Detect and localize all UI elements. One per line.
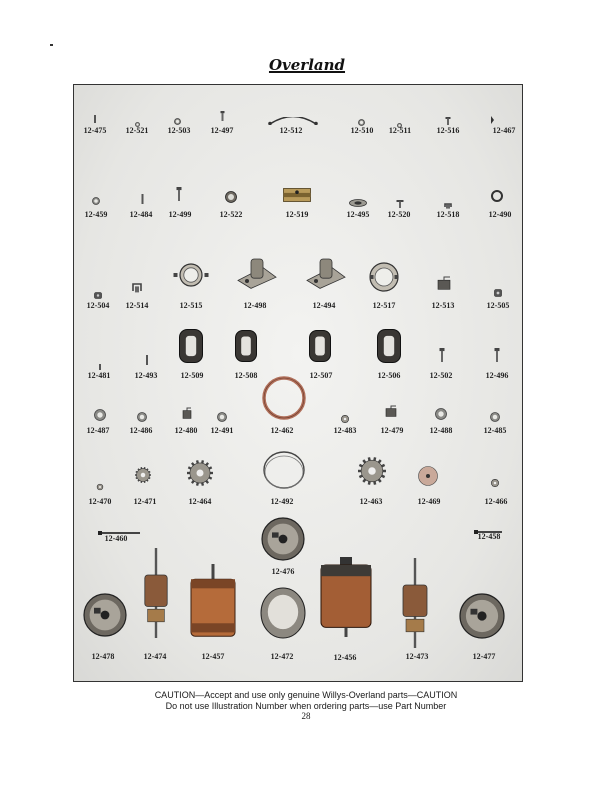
part-number-label: 12-503 bbox=[167, 126, 191, 135]
rod-icon bbox=[474, 521, 502, 525]
brush-holder-plate-icon bbox=[173, 263, 209, 287]
part-number-label: 12-522 bbox=[219, 210, 243, 219]
instruction-line: Do not use Illustration Number when ordering parts—use Part Number bbox=[165, 701, 447, 711]
part-number-label: 12-515 bbox=[179, 301, 203, 310]
part-number-label: 12-509 bbox=[180, 371, 204, 380]
part-number-label: 12-474 bbox=[143, 652, 167, 661]
end-plate-icon bbox=[83, 591, 127, 639]
washer-icon bbox=[92, 192, 100, 200]
part-number-label: 12-475 bbox=[83, 126, 107, 135]
part-number-label: 12-505 bbox=[486, 301, 510, 310]
part-number-label: 12-519 bbox=[285, 210, 309, 219]
washer-icon bbox=[217, 409, 227, 419]
screw-icon bbox=[396, 195, 404, 203]
wire-lead-icon bbox=[268, 112, 318, 120]
part-number-label: 12-511 bbox=[388, 126, 412, 135]
part-number-label: 12-518 bbox=[436, 210, 460, 219]
gear-icon bbox=[134, 466, 152, 484]
part-number-label: 12-470 bbox=[88, 497, 112, 506]
screw-icon bbox=[439, 348, 445, 362]
part-number-label: 12-485 bbox=[483, 426, 507, 435]
gear-icon bbox=[357, 456, 387, 486]
part-number-label: 12-487 bbox=[86, 426, 110, 435]
part-number-label: 12-491 bbox=[210, 426, 234, 435]
brush-icon bbox=[182, 406, 192, 418]
pin-icon bbox=[93, 110, 97, 118]
part-number-label: 12-457 bbox=[201, 652, 225, 661]
washer-icon bbox=[397, 115, 402, 120]
part-number-label: 12-514 bbox=[125, 301, 149, 310]
key-icon bbox=[490, 111, 495, 119]
disc-icon bbox=[418, 466, 438, 486]
part-number-label: 12-466 bbox=[484, 497, 508, 506]
part-number-label: 12-460 bbox=[104, 534, 128, 543]
caution-line: CAUTION—Accept and use only genuine Willys-Overland parts—CAUTION bbox=[154, 690, 458, 700]
bearing-housing-icon bbox=[237, 258, 277, 290]
page-number: 28 bbox=[301, 711, 311, 721]
part-number-label: 12-493 bbox=[134, 371, 158, 380]
part-number-label: 12-517 bbox=[372, 301, 396, 310]
part-number-label: 12-502 bbox=[429, 371, 453, 380]
part-number-label: 12-508 bbox=[234, 371, 258, 380]
part-number-label: 12-498 bbox=[243, 301, 267, 310]
bracket-icon bbox=[283, 188, 311, 202]
part-number-label: 12-496 bbox=[485, 371, 509, 380]
parts-illustration-plate bbox=[73, 84, 523, 682]
pin-icon bbox=[98, 357, 102, 363]
nut-icon bbox=[94, 286, 102, 293]
brush-icon bbox=[437, 276, 451, 290]
part-number-label: 12-516 bbox=[436, 126, 460, 135]
part-number-label: 12-463 bbox=[359, 497, 383, 506]
part-number-label: 12-504 bbox=[86, 301, 110, 310]
washer-icon bbox=[94, 408, 106, 420]
part-number-label: 12-513 bbox=[431, 301, 455, 310]
pin-icon bbox=[145, 352, 149, 362]
washer-icon bbox=[490, 409, 500, 419]
part-number-label: 12-484 bbox=[129, 210, 153, 219]
overland-logo: Overland bbox=[268, 56, 346, 74]
screw-icon bbox=[494, 348, 500, 362]
rod-icon bbox=[98, 522, 140, 526]
field-coil-icon bbox=[178, 328, 204, 364]
part-number-label: 12-459 bbox=[84, 210, 108, 219]
part-number-label: 12-494 bbox=[312, 301, 336, 310]
ring-icon bbox=[491, 189, 503, 201]
washer-icon bbox=[135, 114, 140, 119]
gasket-ring-icon bbox=[262, 376, 306, 420]
washer-icon bbox=[358, 113, 365, 120]
part-number-label: 12-499 bbox=[168, 210, 192, 219]
part-number-label: 12-507 bbox=[309, 371, 333, 380]
band-icon bbox=[263, 451, 305, 489]
part-number-label: 12-467 bbox=[492, 126, 516, 135]
part-number-label: 12-483 bbox=[333, 426, 357, 435]
field-coil-icon bbox=[308, 329, 332, 363]
part-number-label: 12-477 bbox=[472, 652, 496, 661]
screw-icon bbox=[445, 112, 451, 120]
brush-icon bbox=[385, 404, 397, 416]
part-number-label: 12-490 bbox=[488, 210, 512, 219]
washer-icon bbox=[137, 409, 147, 419]
field-coil-icon bbox=[376, 328, 402, 364]
part-number-label: 12-464 bbox=[188, 497, 212, 506]
end-plate-icon bbox=[261, 517, 305, 561]
part-number-label: 12-472 bbox=[270, 652, 294, 661]
washer-icon bbox=[174, 112, 181, 119]
part-number-label: 12-479 bbox=[380, 426, 404, 435]
screw-icon bbox=[220, 108, 225, 118]
gear-icon bbox=[186, 459, 214, 487]
part-number-label: 12-456 bbox=[333, 653, 357, 662]
part-number-label: 12-481 bbox=[87, 371, 111, 380]
part-number-label: 12-495 bbox=[346, 210, 370, 219]
part-number-label: 12-520 bbox=[387, 210, 411, 219]
clip-icon bbox=[443, 196, 453, 204]
part-number-label: 12-486 bbox=[129, 426, 153, 435]
part-number-label: 12-506 bbox=[377, 371, 401, 380]
part-number-label: 12-512 bbox=[279, 126, 303, 135]
part-number-label: 12-510 bbox=[350, 126, 374, 135]
brush-holder-plate-icon bbox=[369, 262, 399, 292]
part-number-label: 12-478 bbox=[91, 652, 115, 661]
part-number-label: 12-476 bbox=[271, 567, 295, 576]
part-number-label: 12-492 bbox=[270, 497, 294, 506]
generator-icon bbox=[189, 564, 237, 640]
pin-icon bbox=[141, 191, 144, 201]
field-coil-icon bbox=[234, 329, 258, 363]
part-number-label: 12-458 bbox=[477, 532, 501, 541]
part-number-label: 12-497 bbox=[210, 126, 234, 135]
terminal-icon bbox=[349, 194, 367, 202]
gear-icon bbox=[340, 411, 350, 421]
part-number-label: 12-480 bbox=[174, 426, 198, 435]
part-number-label: 12-462 bbox=[270, 426, 294, 435]
motor-icon bbox=[318, 557, 374, 637]
gear-icon bbox=[490, 475, 500, 485]
armature-icon bbox=[400, 558, 430, 648]
part-number-label: 12-471 bbox=[133, 497, 157, 506]
yoke-icon bbox=[260, 587, 306, 639]
gear-icon bbox=[96, 478, 104, 486]
part-number-label: 12-469 bbox=[417, 497, 441, 506]
part-number-label: 12-473 bbox=[405, 652, 429, 661]
armature-icon bbox=[142, 548, 170, 638]
part-number-label: 12-521 bbox=[125, 126, 149, 135]
part-number-label: 12-488 bbox=[429, 426, 453, 435]
end-plate-icon bbox=[459, 592, 505, 640]
clip-icon bbox=[131, 280, 143, 292]
washer-icon bbox=[435, 407, 447, 419]
screw-icon bbox=[176, 187, 182, 201]
nut-icon bbox=[494, 284, 502, 292]
page-speck bbox=[50, 44, 53, 46]
bushing-icon bbox=[225, 190, 237, 202]
bearing-housing-icon bbox=[306, 258, 346, 290]
